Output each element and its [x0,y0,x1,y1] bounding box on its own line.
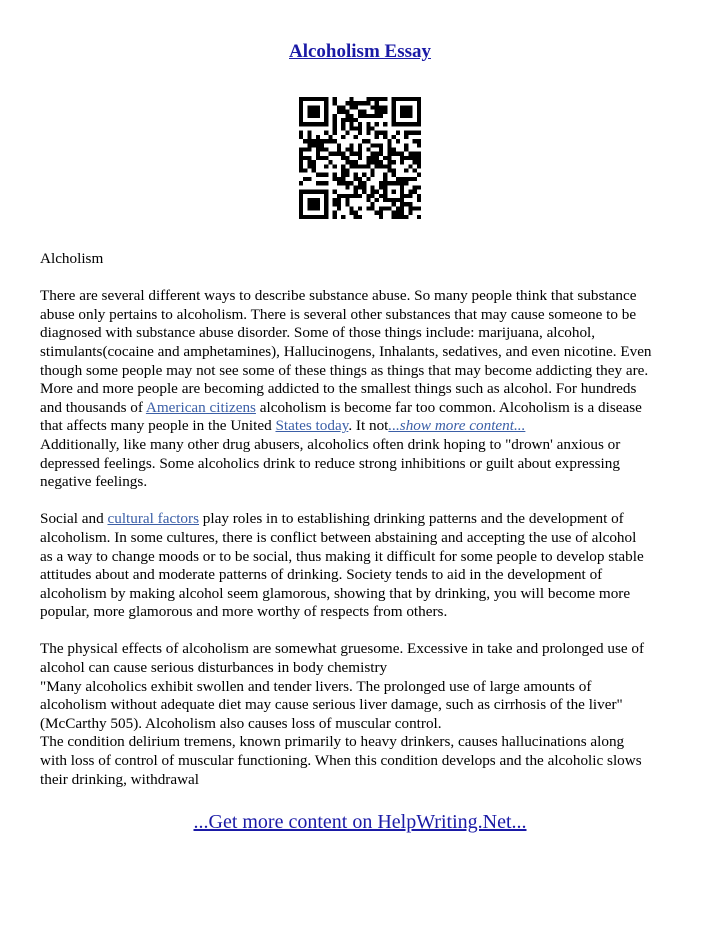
text-line: The physical effects of alcoholism are somewhat gruesome. Excessive in take and prolonged use of [40,640,645,658]
states-today-link[interactable]: States today [275,417,349,435]
text-line: that affects many people in the United States today. It not...show more content... [40,417,526,435]
text-line: negative feelings. [40,473,148,491]
title-link[interactable]: Alcoholism Essay [289,41,431,62]
qr-code-icon [299,97,421,219]
footer [0,809,720,835]
text-line: and thousands of American citizens alcoholism is become far too common. Alcoholism is a disease [40,398,642,416]
text-line: Additionally, like many other drug abusers, alcoholics often drink hoping to "drown' anxious or [40,435,621,453]
text-line: though some people may not see some of these things as things that may become addicting they are. [40,361,649,379]
text-line: Social and cultural factors play roles in to establishing drinking patterns and the development of [40,510,624,528]
paragraph-2 [40,510,688,622]
text-line: More and more people are becoming addicted to the smallest things such as alcohol. For hundreds [40,380,637,398]
cultural-factors-link[interactable]: cultural factors [107,510,199,528]
text-line: There are several different ways to describe substance abuse. So many people think that substance [40,287,637,305]
text-line: (McCarthy 505). Alcoholism also causes loss of muscular control. [40,714,442,732]
text-line: their drinking, withdrawal [40,770,200,788]
paragraph-3 [40,640,688,789]
text-line: The condition delirium tremens, known primarily to heavy drinkers, causes hallucinations along [40,733,625,751]
text-line: as a way to change moods or to be social, thus making it difficult for some people to develop stable [40,547,644,565]
get-more-content-link[interactable]: ...Get more content on HelpWriting.Net... [193,811,527,833]
text-line: popular, more glamorous and more worthy of respects from others. [40,603,448,621]
text-line: attitudes about and moderate patterns of drinking. Society tends to aid in the development of [40,566,603,584]
page-title [0,40,720,64]
text-line: with loss of control of muscular functioning. When this condition develops and the alcoholic slows [40,752,642,770]
text-line: abuse only pertains to alcoholism. There is several other substances that may cause someone to be [40,305,637,323]
american-citizens-link[interactable]: American citizens [145,398,256,416]
essay-body [40,250,688,808]
text-line: alcoholism. In some cultures, there is conflict between abstaining and accepting the use of alcohol [40,528,637,546]
text-line: "Many alcoholics exhibit swollen and tender livers. The prolonged use of large amounts of [40,677,592,695]
text-line: depressed feelings. Some alcoholics drink to reduce strong inhibitions or guilt about expressing [40,454,620,472]
text-line: alcohol can cause serious disturbances in body chemistry [40,659,388,677]
show-more-link[interactable]: ...show more content... [388,417,526,435]
text-line: alcoholism by making alcohol seem glamorous, showing that by drinking, you will become more [40,584,631,602]
text-line: diagnosed with substance abuse disorder. Some of those things include: marijuana, alcohol, [40,324,596,342]
paragraph-1 [40,287,688,492]
text-line: stimulants(cocaine and amphetamines), Hallucinogens, Inhalants, sedatives, and even nicotine. Even [40,342,652,360]
text-line: alcoholism without adequate diet may cause serious liver damage, such as cirrhosis of the liver" [40,696,623,714]
essay-heading: Alcholism [40,250,104,267]
